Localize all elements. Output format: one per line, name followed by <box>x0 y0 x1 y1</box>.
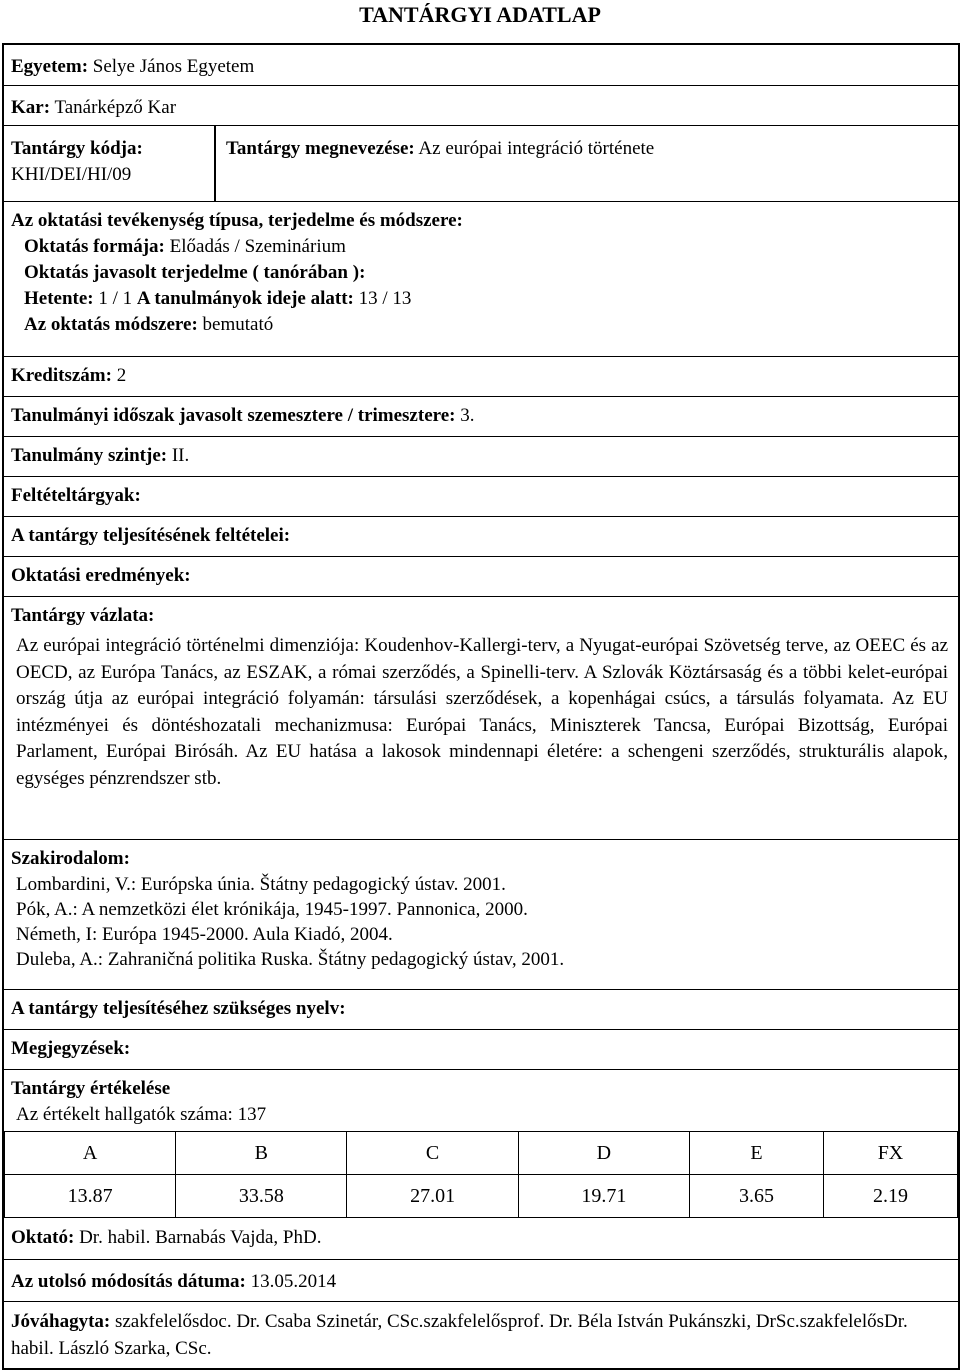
course-code-label: Tantárgy kódja: <box>11 138 143 159</box>
teaching-section <box>4 201 958 356</box>
faculty-value: Tanárképző Kar <box>50 97 177 118</box>
notes-section <box>4 1029 958 1069</box>
approved-section <box>4 1301 958 1368</box>
document-title-text: TANTÁRGYI ADATLAP <box>359 2 601 27</box>
evaluation-label: Tantárgy értékelése <box>11 1078 171 1099</box>
teaching-form-label: Oktatás formája: <box>24 236 165 257</box>
course-code-cell <box>4 126 216 201</box>
grade-header: D <box>518 1132 689 1175</box>
language-section <box>4 989 958 1029</box>
grade-header: B <box>176 1132 347 1175</box>
grades-table <box>4 1131 958 1218</box>
grade-header: C <box>347 1132 518 1175</box>
literature-item: Duleba, A.: Zahraničná politika Ruska. Štátny pedagogický ústav, 2001. <box>16 949 565 970</box>
level-section <box>4 436 958 476</box>
prerequisites-label: Feltételtárgyak: <box>11 485 141 506</box>
notes-label: Megjegyzések: <box>11 1038 131 1059</box>
grade-percentage: 33.58 <box>176 1175 347 1218</box>
document-title <box>200 2 760 28</box>
conditions-label: A tantárgy teljesítésének feltételei: <box>11 525 291 546</box>
semester-value: 3. <box>455 405 475 426</box>
literature-section <box>4 839 958 989</box>
course-code-value: KHI/DEI/HI/09 <box>11 164 132 185</box>
course-name-cell <box>226 126 654 162</box>
outline-label: Tantárgy vázlata: <box>11 605 155 626</box>
grade-header: E <box>689 1132 823 1175</box>
last-modified-section <box>4 1259 958 1301</box>
weekly-label: Hetente: <box>24 288 94 309</box>
teaching-heading: Az oktatási tevékenység típusa, terjedelme és módszere: <box>11 210 463 231</box>
university-section <box>4 45 958 85</box>
level-label: Tanulmány szintje: <box>11 445 168 466</box>
grade-percentage: 3.65 <box>689 1175 823 1218</box>
approved-value: szakfelelősdoc. Dr. Csaba Szinetár, CSc.szakfelelősprof. Dr. Béla István Pukánszki, DrSc.szakfelelősDr. habil. László Szarka, CSc. <box>11 1311 908 1359</box>
literature-item: Pók, A.: A nemzetközi élet krónikája, 1945-1997. Pannonica, 2000. <box>16 899 528 920</box>
lecturer-value: Dr. habil. Barnabás Vajda, PhD. <box>74 1227 322 1248</box>
period-label: A tanulmányok ideje alatt: <box>136 288 354 309</box>
course-name-label: Tantárgy megnevezése: <box>226 138 415 159</box>
credits-label: Kreditszám: <box>11 365 112 386</box>
last-modified-label: Az utolsó módosítás dátuma: <box>11 1271 246 1292</box>
conditions-section <box>4 516 958 556</box>
university-value: Selye János Egyetem <box>88 56 255 77</box>
lecturer-label: Oktató: <box>11 1227 75 1248</box>
weekly-value: 1 / 1 <box>93 288 137 309</box>
course-id-section <box>4 125 958 201</box>
method-label: Az oktatás módszere: <box>24 314 198 335</box>
outline-text: Az európai integráció történelmi dimenziója: Koudenhov-Kallergi-terv, a Nyugat-európai Szövetség terve, az OEEC és az OECD, az Európa Tanács, az ESZAK, a római szerződés, a Spinelli-terv. A Szlovák Köztársaság és a többi kelet-európai ország útja az európai integráció folyamán: társulási szerződések, a kopenhágai csúcs, a társulás folyamata. Az EU intézményei és döntéshozatali mechanizmusa: Európai Tanács, Miniszterek Tancsa, Európai Bizottság, Európai Parlament, Európai Birósáh. Az EU hatása a lakosok mindennapi életére: a schengeni szerződés, strukturális alapok, egységes pénzrendszer stb. <box>16 635 948 789</box>
last-modified-value: 13.05.2014 <box>245 1271 337 1292</box>
university-label: Egyetem: <box>11 56 89 77</box>
grades-value-row <box>5 1175 958 1218</box>
evaluation-count: Az értékelt hallgatók száma: 137 <box>16 1104 267 1125</box>
grade-header: A <box>5 1132 176 1175</box>
teaching-scope-label: Oktatás javasolt terjedelme ( tanórában ): <box>24 262 366 283</box>
language-label: A tantárgy teljesítéséhez szükséges nyelv: <box>11 998 346 1019</box>
credits-value: 2 <box>111 365 127 386</box>
period-value: 13 / 13 <box>353 288 412 309</box>
literature-label: Szakirodalom: <box>11 848 130 869</box>
grade-percentage: 2.19 <box>823 1175 957 1218</box>
literature-item: Lombardini, V.: Európska únia. Štátny pedagogický ústav. 2001. <box>16 874 506 895</box>
grade-percentage: 27.01 <box>347 1175 518 1218</box>
teaching-form-value: Előadás / Szeminárium <box>164 236 346 257</box>
grade-percentage: 19.71 <box>518 1175 689 1218</box>
lecturer-section <box>4 1217 958 1259</box>
evaluation-section <box>4 1069 958 1131</box>
prerequisites-section <box>4 476 958 516</box>
level-value: II. <box>167 445 190 466</box>
method-value: bemutató <box>197 314 274 335</box>
outcomes-label: Oktatási eredmények: <box>11 565 191 586</box>
grade-header: FX <box>823 1132 957 1175</box>
course-data-sheet <box>2 43 960 1370</box>
semester-label: Tanulmányi időszak javasolt szemesztere / trimesztere: <box>11 405 456 426</box>
semester-section <box>4 396 958 436</box>
literature-item: Németh, I: Európa 1945-2000. Aula Kiadó, 2004. <box>16 924 393 945</box>
grades-header-row <box>5 1132 958 1175</box>
faculty-label: Kar: <box>11 97 51 118</box>
course-name-value: Az európai integráció története <box>414 138 655 159</box>
outline-section <box>4 596 958 839</box>
credits-section <box>4 356 958 396</box>
approved-label: Jóváhagyta: <box>11 1311 111 1332</box>
faculty-section <box>4 85 958 125</box>
grade-percentage: 13.87 <box>5 1175 176 1218</box>
outcomes-section <box>4 556 958 596</box>
